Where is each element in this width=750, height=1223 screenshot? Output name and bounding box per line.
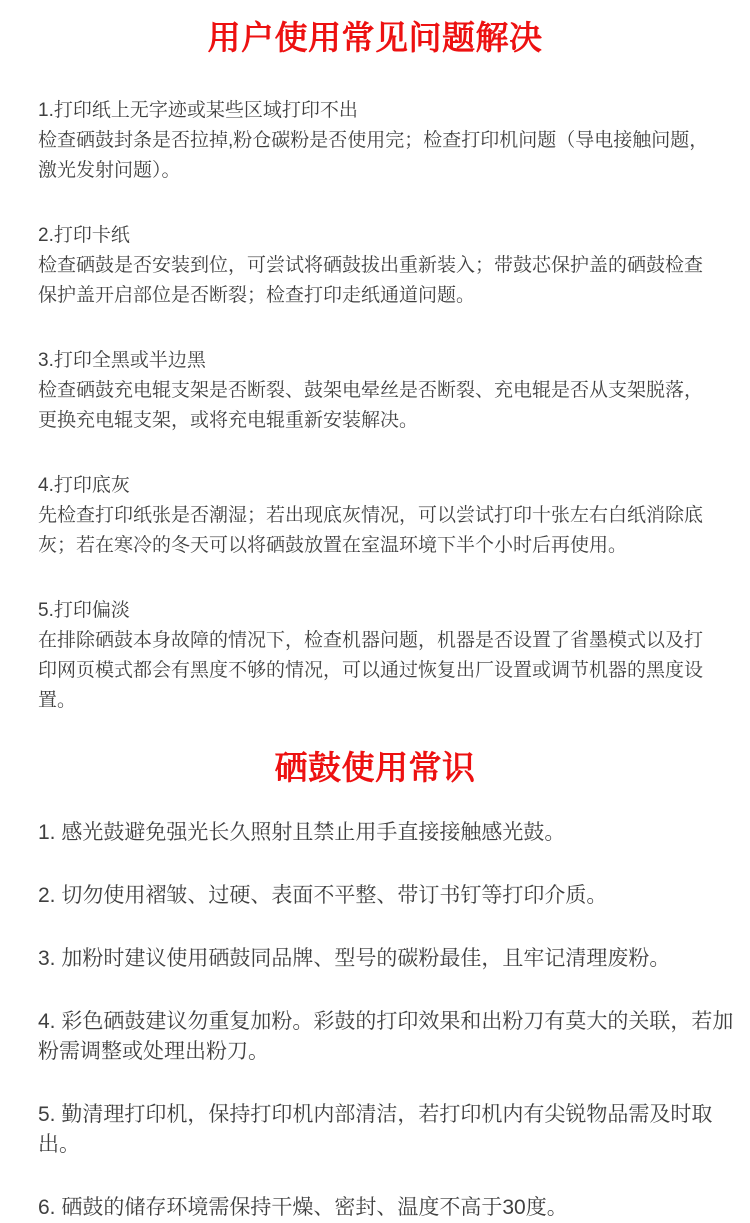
tip-item: 4. 彩色硒鼓建议勿重复加粉。彩鼓的打印效果和出粉刀有莫大的关联，若加粉需调整或处理出粉刀。 (38, 1010, 734, 1063)
page (0, 16, 750, 1219)
faq-item-heading: 2.打印卡纸 (38, 225, 130, 246)
tip-item: 2. 切勿使用褶皱、过硬、表面不平整、带订书钉等打印介质。 (38, 884, 608, 907)
faq-item-body: 检查硒鼓充电辊支架是否断裂、鼓架电晕丝是否断裂、充电辊是否从支架脱落，更换充电辊支架，或将充电辊重新安装解决。 (38, 380, 704, 431)
faq-item (38, 96, 714, 186)
faq-item (38, 221, 714, 311)
faq-list (38, 96, 714, 716)
faq-item (38, 346, 714, 436)
faq-item-body: 检查硒鼓是否安装到位，可尝试将硒鼓拔出重新装入；带鼓芯保护盖的硒鼓检查保护盖开启部位是否断裂；检查打印走纸通道问题。 (38, 255, 704, 306)
faq-item-heading: 4.打印底灰 (38, 475, 130, 496)
faq-item-body: 在排除硒鼓本身故障的情况下，检查机器问题，机器是否设置了省墨模式以及打印网页模式都会有黑度不够的情况，可以通过恢复出厂设置或调节机器的黑度设置。 (38, 630, 704, 711)
faq-item-heading: 5.打印偏淡 (38, 600, 130, 621)
faq-item (38, 596, 714, 716)
tip-item: 3. 加粉时建议使用硒鼓同品牌、型号的碳粉最佳，且牢记清理废粉。 (38, 947, 671, 970)
faq-item-heading: 1.打印纸上无字迹或某些区域打印不出 (38, 100, 358, 121)
faq-item-body: 先检查打印纸张是否潮湿；若出现底灰情况，可以尝试打印十张左右白纸消除底灰；若在寒冷的冬天可以将硒鼓放置在室温环境下半个小时后再使用。 (38, 505, 704, 556)
tip-item: 1. 感光鼓避免强光长久照射且禁止用手直接接触感光鼓。 (38, 821, 566, 844)
tips-section-title: 硒鼓使用常识 (274, 749, 476, 786)
faq-item-body: 检查硒鼓封条是否拉掉,粉仓碳粉是否使用完；检查打印机问题（导电接触问题，激光发射问题）。 (38, 130, 709, 181)
tips-list (38, 818, 742, 1223)
faq-item (38, 471, 714, 561)
tip-item: 6. 硒鼓的储存环境需保持干燥、密封、温度不高于30度。 (38, 1196, 568, 1219)
faq-item-heading: 3.打印全黑或半边黑 (38, 350, 206, 371)
faq-section-title: 用户使用常见问题解决 (207, 19, 543, 56)
tip-item: 5. 勤清理打印机，保持打印机内部清洁，若打印机内有尖锐物品需及时取出。 (38, 1103, 713, 1156)
